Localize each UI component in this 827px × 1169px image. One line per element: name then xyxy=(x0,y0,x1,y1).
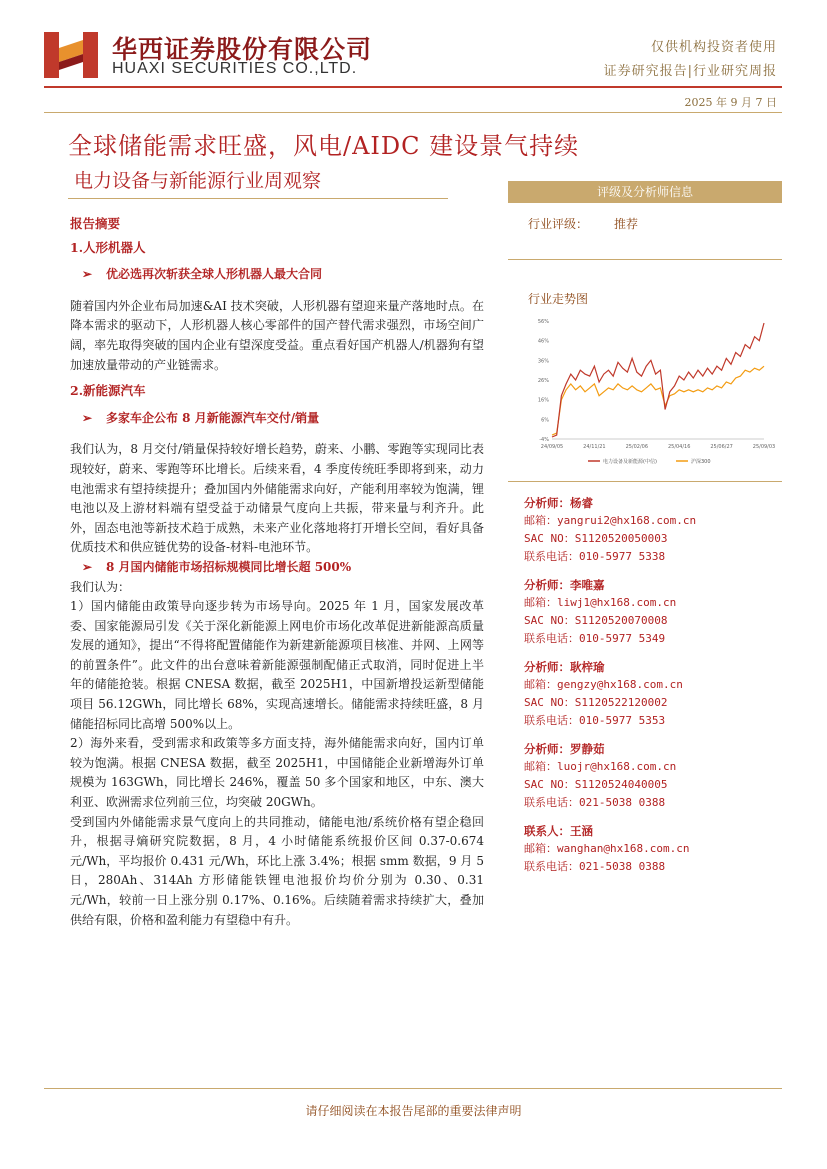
x-tick-label: 24/09/05 xyxy=(540,444,564,450)
paragraph: 2）海外来看，受到需求和政策等多方面支持，海外储能需求向好，国内订单较为饱满。根据 CNESA 数据，截至 2025H1，中国储能企业新增海外订单规模为 163GWh，同比增长 246%，覆盖 50 多个国家和地区，中东、澳大利亚、欧洲需求位列前三位，均突破 20GWh。 xyxy=(70,736,484,810)
rating-label: 行业评级： xyxy=(528,217,589,231)
sidebar xyxy=(508,181,782,876)
analyst-phone: 联系电话：010-5977 5349 xyxy=(524,632,666,645)
company-logo xyxy=(44,32,98,78)
y-tick-label: 36% xyxy=(537,358,549,365)
analyst-card xyxy=(524,494,782,566)
y-tick-label: 26% xyxy=(537,378,549,384)
subsection-title-text: 优必选再次斩获全球人形机器人最大合同 xyxy=(106,267,323,282)
analyst-email[interactable]: 邮箱：luojr@hx168.com.cn xyxy=(524,760,677,773)
analyst-name: 分析师：李唯嘉 xyxy=(524,578,605,592)
paragraph: 我们认为，8 月交付/销量保持较好增长趋势，蔚来、小鹏、零跑等实现同比表现较好，蔚来、零跑等环比增长。后续来看，4 季度传统旺季即将到来，动力电池需求有望持续提升；叠加国内外储能需求向好，产能利用率较为饱满，锂电池以及上游材料端有望受益于动储景气度向上共振，带来量与利齐升。此外，固态电池等新技术趋于成熟，未来产业化落地将打开增长空间，看好具备优质技术和供应链优势的设备-材料-电池环节。 xyxy=(70,442,484,555)
report-date: 2025 年 9 月 7 日 xyxy=(684,96,777,109)
subsection-title xyxy=(70,558,484,578)
analyst-sac: SAC NO：S1120522120002 xyxy=(524,696,668,709)
arrow-icon: ➢ xyxy=(82,267,93,282)
trend-chart xyxy=(528,315,776,475)
y-tick-label: 46% xyxy=(537,338,549,345)
series-line xyxy=(552,366,764,435)
report-subtitle: 电力设备与新能源行业周观察 xyxy=(74,170,322,192)
y-tick-label: 56% xyxy=(537,319,549,325)
footer-divider xyxy=(44,1088,782,1089)
subsection-title-text: 8 月国内储能市场招标规模同比增长超 500% xyxy=(106,559,352,574)
paragraph: 随着国内外企业布局加速&AI 技术突破，人形机器有望迎来量产落地时点。在降本需求的驱动下，人形机器人核心零部件的国产替代需求强烈，市场空间广阔，率先取得突破的国内企业有望深度受益。重点看好国产机器人/机器狗有望加速放量带动的产业链需求。 xyxy=(70,298,484,372)
analyst-email[interactable]: 邮箱：liwj1@hx168.com.cn xyxy=(524,596,677,609)
subtitle-divider xyxy=(68,198,448,199)
arrow-icon: ➢ xyxy=(82,559,93,574)
trend-chart-svg xyxy=(528,315,776,475)
analyst-email[interactable]: 邮箱：gengzy@hx168.com.cn xyxy=(524,678,683,691)
industry-rating xyxy=(508,203,782,260)
company-name-en: HUAXI SECURITIES CO.,LTD. xyxy=(112,60,358,77)
rating-value: 推荐 xyxy=(614,217,639,231)
analyst-phone: 联系电话：021-5038 0388 xyxy=(524,796,666,809)
x-tick-label: 25/04/16 xyxy=(667,444,691,450)
legend-label: 电力设备及新能源(中信) xyxy=(603,459,657,465)
x-tick-label: 25/09/03 xyxy=(752,444,776,450)
subsection-title xyxy=(70,409,484,429)
paragraph: 1）国内储能由政策导向逐步转为市场导向。2025 年 1 月，国家发展改革委、国家能源局引发《关于深化新能源上网电价市场化改革促进新能源高质量发展的通知》，提出“不得将配置储能作为新建新能源项目核准、并网、上网等的前置条件”。此文件的出台意味着新能源强制配储正式取消，同时促进上半年的储能抢装。根据 CNESA 数据，截至 2025H1，中国新增投运新型储能项目 56.12GWh，同比增长 68%，实现高速增长。储能需求持续旺盛，8 月储能招标同比高增 500%以上。 xyxy=(70,599,484,731)
series-line xyxy=(552,323,764,437)
paragraph: 受到国内外储能需求景气度向上的共同推动，储能电池/系统价格有望企稳回升，根据寻熵研究院数据，8 月，4 小时储能系统报价区间 0.37-0.674 元/Wh，平均报价 0.431 元/Wh，环比上涨 3.4%；根据 smm 数据，9 月 5 日，280Ah、314Ah 方形储能铁锂电池报价均价分别为 0.30、0.31 元/Wh，较前一日上涨分别 0.17%、0.16%。后续随着需求持续扩大，叠加供给有限，价格和盈利能力有望稳中有升。 xyxy=(70,814,484,927)
analyst-name: 分析师：罗静茹 xyxy=(524,742,605,756)
date-divider xyxy=(44,112,782,113)
trend-label: 行业走势图 xyxy=(528,292,589,306)
analyst-name: 分析师：杨睿 xyxy=(524,496,593,510)
header-divider xyxy=(44,86,782,88)
x-tick-label: 24/11/21 xyxy=(583,444,606,450)
paragraph: 我们认为： xyxy=(70,579,131,594)
company-name-cn: 华西证券股份有限公司 xyxy=(112,35,373,64)
analyst-name: 分析师：耿梓瑜 xyxy=(524,660,605,674)
contact-name: 联系人：王涵 xyxy=(524,824,593,838)
analyst-phone: 联系电话：010-5977 5338 xyxy=(524,550,666,563)
report-title: 全球储能需求旺盛，风电/AIDC 建设景气持续 xyxy=(68,132,580,160)
analyst-card xyxy=(524,658,782,730)
y-tick-label: 6% xyxy=(541,417,549,424)
arrow-icon: ➢ xyxy=(82,410,93,425)
analyst-email[interactable]: 邮箱：yangrui2@hx168.com.cn xyxy=(524,514,697,527)
analyst-sac: SAC NO：S1120520050003 xyxy=(524,532,668,545)
section-title: 1.人形机器人 xyxy=(70,239,146,255)
summary-heading: 报告摘要 xyxy=(70,216,121,231)
analyst-card xyxy=(524,576,782,648)
contact-card xyxy=(524,822,782,876)
audience-note: 仅供机构投资者使用 xyxy=(650,40,777,55)
contact-phone: 联系电话：021-5038 0388 xyxy=(524,860,666,873)
subsection-title-text: 多家车企公布 8 月新能源汽车交付/销量 xyxy=(106,410,320,425)
section-title: 2.新能源汽车 xyxy=(70,383,146,399)
legal-notice[interactable]: 请仔细阅读在本报告尾部的重要法律声明 xyxy=(305,1104,522,1118)
legend-label: 沪深300 xyxy=(691,459,711,465)
contact-email[interactable]: 邮箱：wanghan@hx168.com.cn xyxy=(524,842,690,855)
analyst-sac: SAC NO：S1120520070008 xyxy=(524,614,668,627)
x-tick-label: 25/02/06 xyxy=(625,444,649,450)
summary-column xyxy=(70,214,484,930)
analyst-card xyxy=(524,740,782,812)
y-tick-label: 16% xyxy=(537,397,549,404)
sidebar-heading: 评级及分析师信息 xyxy=(508,181,782,203)
y-tick-label: -4% xyxy=(539,437,549,443)
analyst-sac: SAC NO：S1120524040005 xyxy=(524,778,668,791)
subsection-title xyxy=(70,265,484,285)
analyst-phone: 联系电话：010-5977 5353 xyxy=(524,714,666,727)
report-type: 证券研究报告|行业研究周报 xyxy=(603,64,777,79)
x-tick-label: 25/06/27 xyxy=(710,444,733,450)
